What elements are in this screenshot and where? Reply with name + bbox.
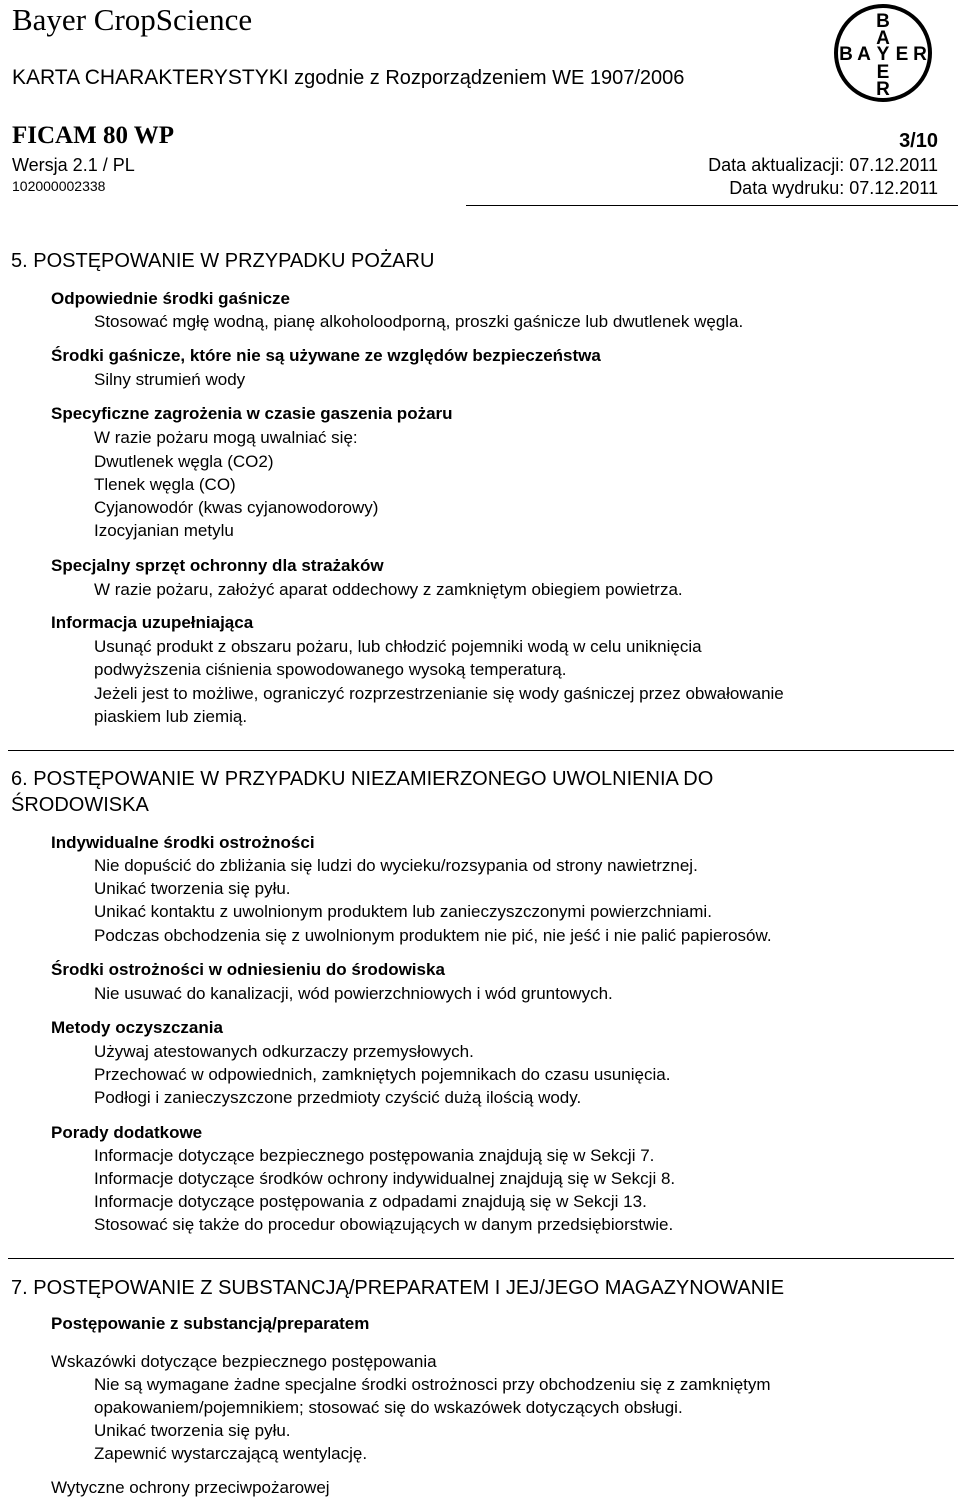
logo-letter-y: Y — [876, 44, 890, 65]
s5-additional-line: podwyższenia ciśnienia spowodowanego wysoką temperaturą. — [94, 660, 567, 679]
s7-fire-protection-title: Wytyczne ochrony przeciwpożarowej — [51, 1478, 330, 1497]
section-6-title-line2: ŚRODOWISKA — [11, 794, 149, 816]
logo-letter-e: E — [876, 62, 890, 83]
s5-hazards-title: Specyficzne zagrożenia w czasie gaszenia pożaru — [51, 404, 453, 423]
s5-unsuitable-title: Środki gaśnicze, które nie są używane ze względów bezpieczeństwa — [51, 346, 601, 365]
version: Wersja 2.1 / PL — [12, 155, 135, 175]
s6-personal-line: Podczas obchodzenia się z uwolnionym produktem nie pić, nie jeść i nie palić papierosów. — [94, 926, 772, 945]
logo-letter-r: R — [876, 79, 890, 100]
page-number: 3/10 — [899, 130, 938, 152]
section-6-title-line1: 6. POSTĘPOWANIE W PRZYPADKU NIEZAMIERZONEGO UWOLNIENIA DO — [11, 768, 714, 790]
s5-extinguishing-line: Stosować mgłę wodną, pianę alkoholoodporną, proszki gaśnicze lub dwutlenek węgla. — [94, 312, 744, 331]
s6-advice-line: Informacje dotyczące bezpiecznego postępowania znajdują się w Sekcji 7. — [94, 1146, 655, 1165]
s5-unsuitable-line: Silny strumień wody — [94, 370, 246, 389]
company-name: Bayer CropScience — [12, 2, 253, 37]
s6-personal-line: Unikać tworzenia się pyłu. — [94, 879, 291, 898]
section-divider — [8, 750, 954, 751]
document-type — [12, 66, 684, 90]
s6-environment-title: Środki ostrożności w odniesieniu do środowiska — [51, 960, 445, 979]
update-date: Data aktualizacji: 07.12.2011 — [708, 155, 938, 175]
s5-additional-line: Jeżeli jest to możliwe, ograniczyć rozprzestrzenianie się wody gaśniczej przez obwałowanie — [94, 684, 784, 703]
product-name: FICAM 80 WP — [12, 122, 175, 149]
s5-hazards-line: Izocyjanian metylu — [94, 521, 234, 540]
s6-advice-line: Informacje dotyczące środków ochrony indywidualnej znajdują się w Sekcji 8. — [94, 1169, 676, 1188]
header-divider — [466, 205, 958, 206]
s5-hazards-line: Tlenek węgla (CO) — [94, 475, 236, 494]
logo-letter-e2: E — [895, 44, 909, 65]
s7-handling-title: Postępowanie z substancją/preparatem — [51, 1314, 370, 1333]
s5-additional-line: piaskiem lub ziemią. — [94, 707, 248, 726]
bayer-cross-logo — [832, 2, 934, 104]
s5-hazards-line: Cyjanowodór (kwas cyjanowodorowy) — [94, 498, 379, 517]
s6-cleanup-title: Metody oczyszczania — [51, 1018, 223, 1037]
print-date: Data wydruku: 07.12.2011 — [729, 178, 938, 198]
section-7-title: 7. POSTĘPOWANIE Z SUBSTANCJĄ/PREPARATEM I JEJ/JEGO MAGAZYNOWANIE — [11, 1277, 785, 1299]
s6-advice-title: Porady dodatkowe — [51, 1123, 203, 1142]
s6-cleanup-line: Podłogi i zanieczyszczone przedmioty czyścić dużą ilością wody. — [94, 1088, 582, 1107]
s6-cleanup-line: Używaj atestowanych odkurzaczy przemysłowych. — [94, 1042, 474, 1061]
s5-firefighter-title: Specjalny sprzęt ochronny dla strażaków — [51, 556, 384, 575]
s6-environment-line: Nie usuwać do kanalizacji, wód powierzchniowych i wód gruntowych. — [94, 984, 613, 1003]
s7-safe-handling-line: opakowaniem/pojemnikiem; stosować się do wskazówek dotyczących obsługi. — [94, 1398, 683, 1417]
section-divider — [8, 1258, 954, 1259]
s5-additional-title: Informacja uzupełniająca — [51, 613, 254, 632]
s5-additional-line: Usunąć produkt z obszaru pożaru, lub chłodzić pojemniki wodą w celu uniknięcia — [94, 637, 702, 656]
s7-safe-handling-title: Wskazówki dotyczące bezpiecznego postępowania — [51, 1352, 437, 1371]
s7-safe-handling-line: Zapewnić wystarczającą wentylację. — [94, 1444, 368, 1463]
document-type-main: KARTA CHARAKTERYSTYKI — [12, 66, 289, 89]
document-code: 102000002338 — [12, 178, 106, 194]
s6-personal-line: Nie dopuścić do zbliżania się ludzi do wycieku/rozsypania od strony nawietrznej. — [94, 856, 698, 875]
s7-safe-handling-line: Nie są wymagane żadne specjalne środki ostrożnosci przy obchodzeniu się z zamkniętym — [94, 1375, 771, 1394]
s5-extinguishing-title: Odpowiednie środki gaśnicze — [51, 289, 290, 308]
s6-advice-line: Informacje dotyczące postępowania z odpadami znajdują się w Sekcji 13. — [94, 1192, 647, 1211]
s7-safe-handling-line: Unikać tworzenia się pyłu. — [94, 1421, 291, 1440]
document-type-regulation: zgodnie z Rozporządzeniem WE 1907/2006 — [288, 67, 685, 89]
logo-letter-a: A — [876, 28, 890, 49]
s6-cleanup-line: Przechować w odpowiednich, zamkniętych pojemnikach do czasu usunięcia. — [94, 1065, 671, 1084]
s5-firefighter-line: W razie pożaru, założyć aparat oddechowy z zamkniętym obiegiem powietrza. — [94, 580, 683, 599]
logo-letter-b2: B — [839, 44, 853, 65]
logo-letter-a2: A — [857, 44, 871, 65]
logo-letter-b: B — [876, 11, 890, 32]
s6-personal-title: Indywidualne środki ostrożności — [51, 833, 315, 852]
section-5-title: 5. POSTĘPOWANIE W PRZYPADKU POŻARU — [11, 250, 435, 272]
s5-hazards-line: W razie pożaru mogą uwalniać się: — [94, 428, 358, 447]
s6-advice-line: Stosować się także do procedur obowiązujących w danym przedsiębiorstwie. — [94, 1215, 674, 1234]
s5-hazards-line: Dwutlenek węgla (CO2) — [94, 452, 274, 471]
logo-letter-r2: R — [913, 44, 927, 65]
s6-personal-line: Unikać kontaktu z uwolnionym produktem lub zanieczyszczonymi powierzchniami. — [94, 902, 712, 921]
